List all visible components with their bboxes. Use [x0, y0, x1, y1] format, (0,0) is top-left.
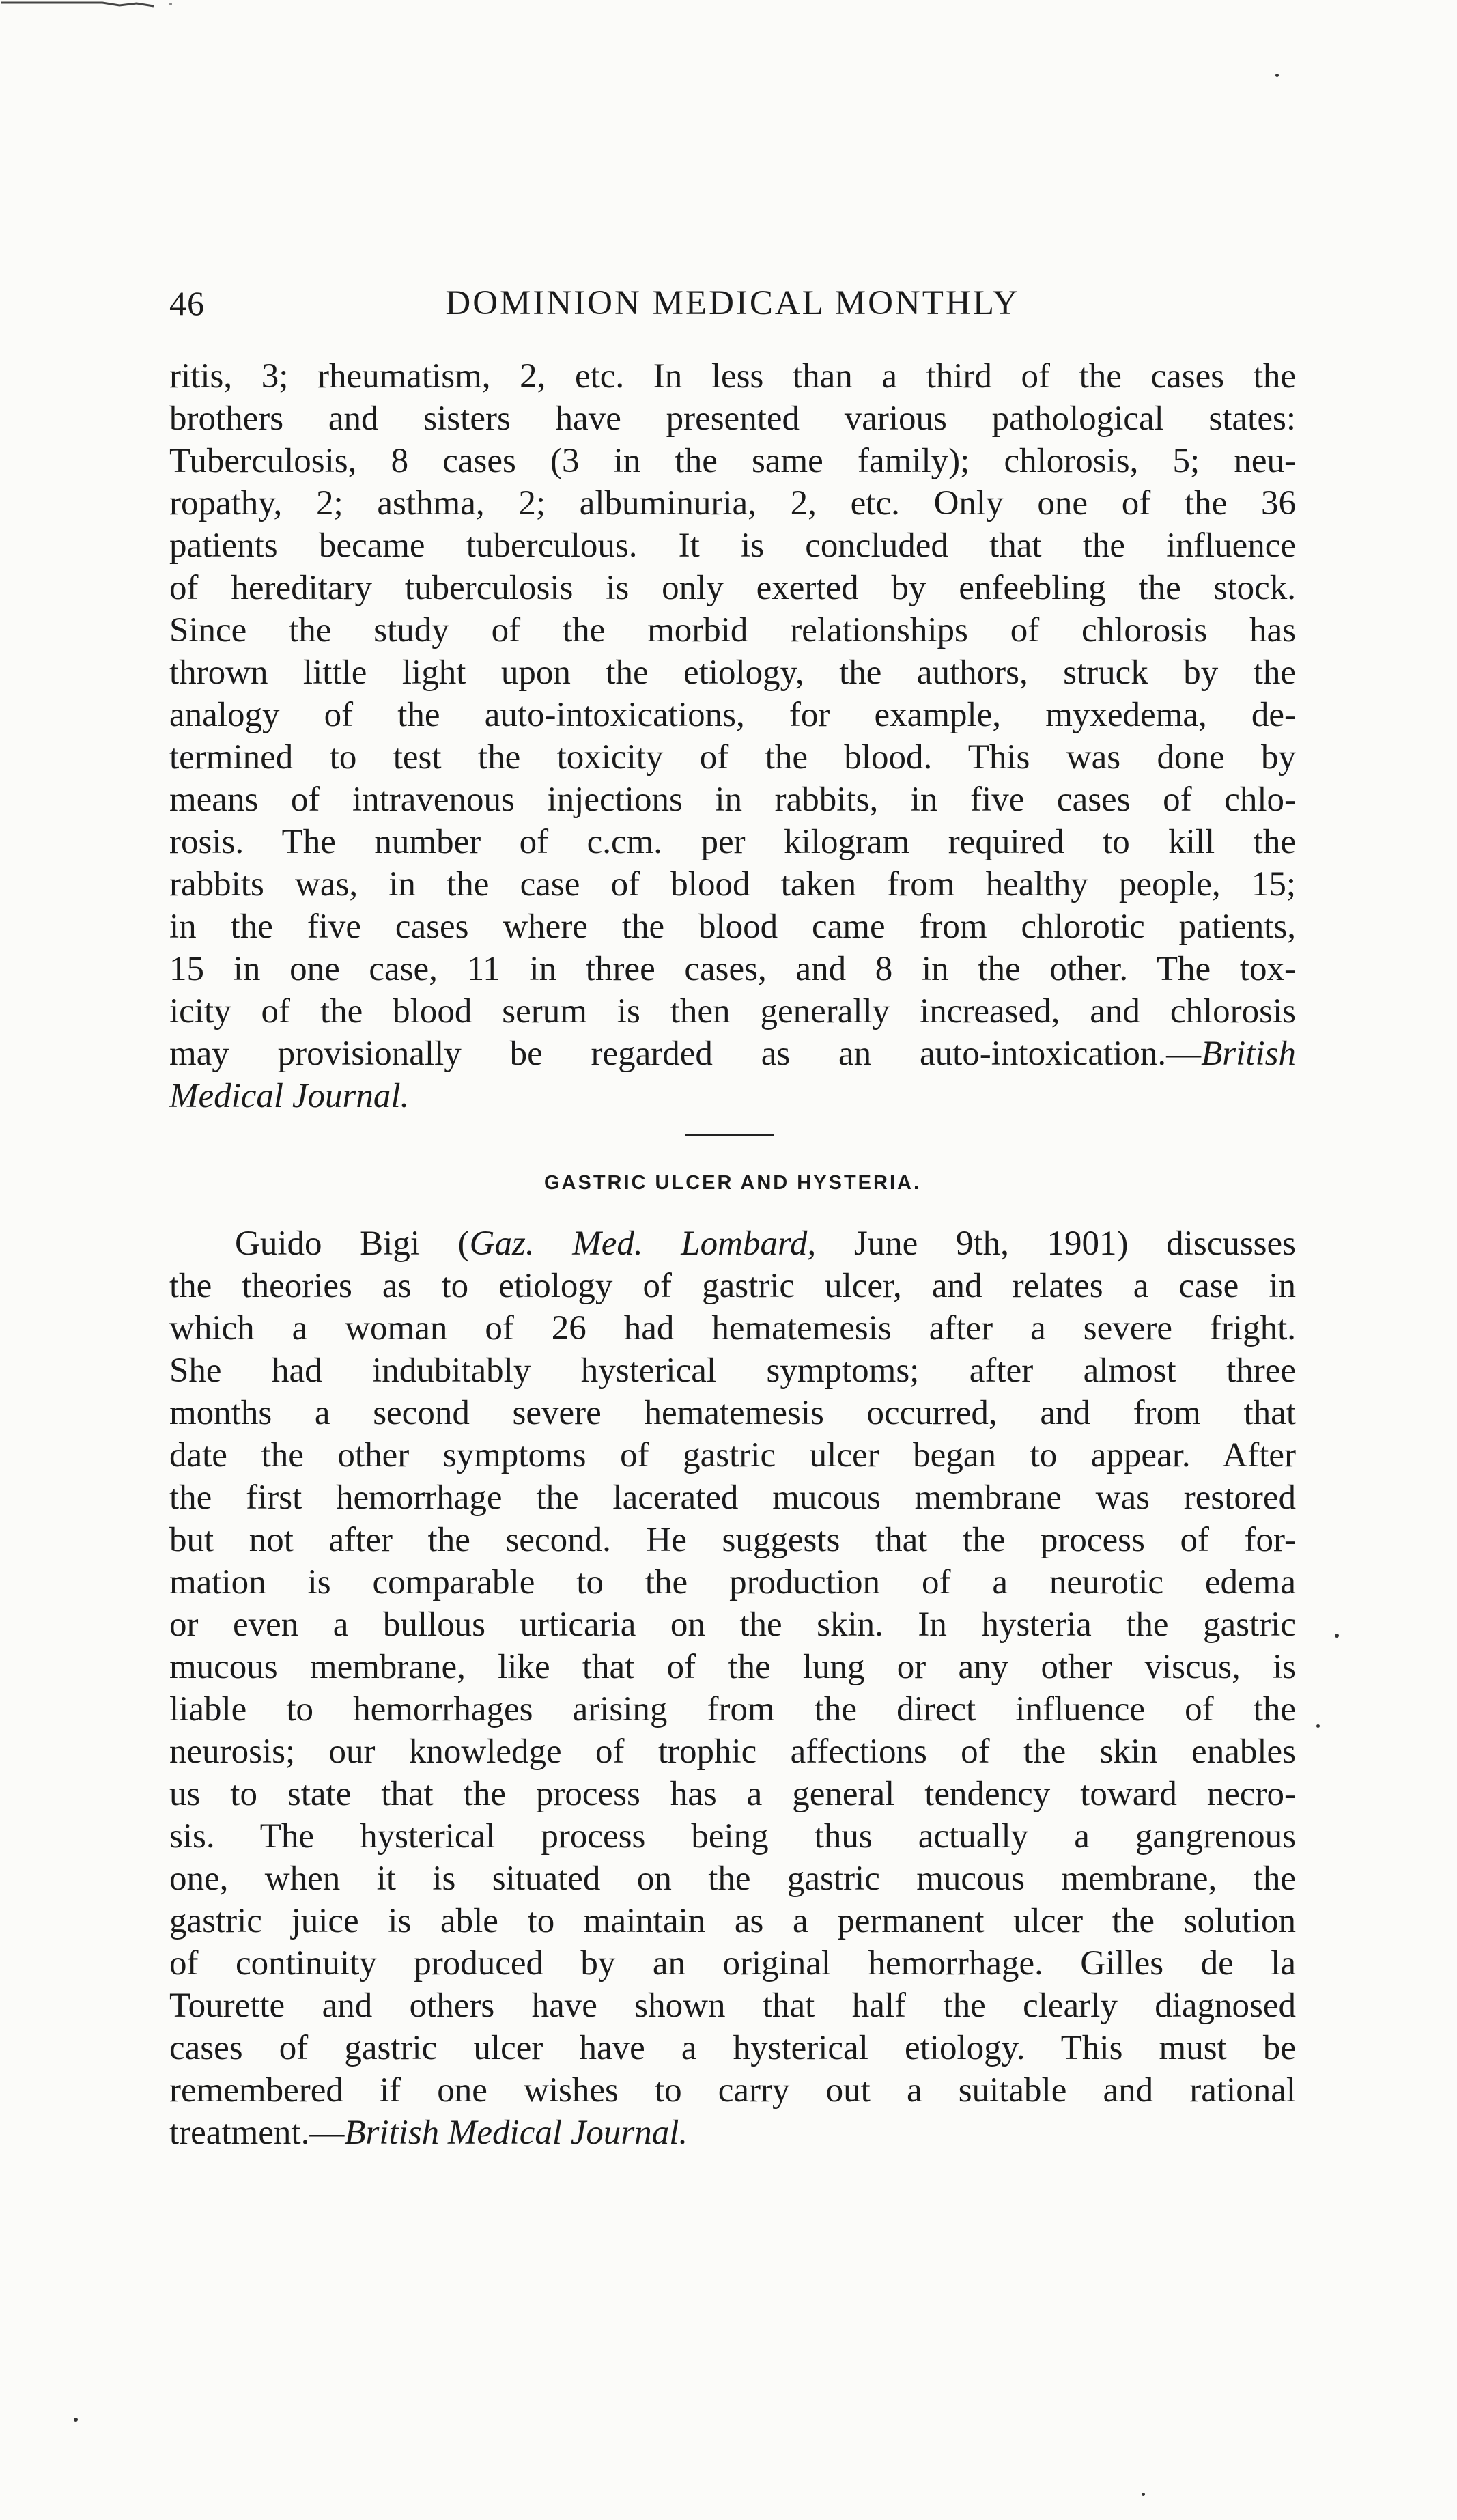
text-line: thrown little light upon the etiology, the authors, struck by the — [169, 654, 1296, 692]
text-line: analogy of the auto-intoxications, for example, myxedema, de- — [169, 696, 1296, 734]
text-line: cases of gastric ulcer have a hysterical etiology. This must be — [169, 2029, 1296, 2067]
text-line-start: Guido Bigi ( — [235, 1224, 470, 1263]
citation: British — [1201, 1035, 1296, 1073]
text-line: neurosis; our knowledge of trophic affections of the skin enables — [169, 1733, 1296, 1771]
text-line: one, when it is situated on the gastric mucous membrane, the — [169, 1860, 1296, 1898]
text-line: of continuity produced by an original hemorrhage. Gilles de la — [169, 1944, 1296, 1983]
text-line: the theories as to etiology of gastric ulcer, and relates a case in — [169, 1267, 1296, 1305]
text-line: icity of the blood serum is then generally increased, and chlorosis — [169, 992, 1296, 1031]
text-line: months a second severe hematemesis occurred, and from that — [169, 1394, 1296, 1432]
text-line: ropathy, 2; asthma, 2; albuminuria, 2, etc. Only one of the 36 — [169, 484, 1296, 522]
continued-paragraph — [169, 355, 1296, 1117]
text-line: liable to hemorrhages arising from the direct influence of the — [169, 1690, 1296, 1728]
section-heading: GASTRIC ULCER AND HYSTERIA. — [544, 1172, 921, 1194]
text-line-start: treatment.— — [169, 2114, 345, 2152]
text-line: Tuberculosis, 8 cases (3 in the same family); chlorosis, 5; neu- — [169, 442, 1296, 480]
text-line: mation is comparable to the production of a neurotic edema — [169, 1563, 1296, 1601]
text-line: termined to test the toxicity of the blood. This was done by — [169, 738, 1296, 776]
text-line: but not after the second. He suggests that the process of for- — [169, 1521, 1296, 1559]
text-line: means of intravenous injections in rabbits, in five cases of chlo- — [169, 781, 1296, 819]
citation: Medical Journal. — [169, 1077, 410, 1115]
text-line — [169, 1075, 1296, 1117]
text-line: patients became tuberculous. It is concluded that the influence — [169, 527, 1296, 565]
text-line — [169, 1222, 1296, 1265]
text-line-body: may provisionally be regarded as an auto-intoxication.— — [169, 1035, 1202, 1073]
scan-speck — [74, 2418, 78, 2422]
scan-speck — [1316, 1724, 1320, 1728]
section-divider — [685, 1134, 774, 1136]
page-header — [169, 283, 1296, 331]
text-line: of hereditary tuberculosis is only exerted by enfeebling the stock. — [169, 569, 1296, 607]
page-number: 46 — [169, 284, 205, 322]
text-line: sis. The hysterical process being thus actually a gangrenous — [169, 1817, 1296, 1856]
text-line: brothers and sisters have presented various pathological states: — [169, 400, 1296, 438]
text-line: date the other symptoms of gastric ulcer began to appear. After — [169, 1436, 1296, 1474]
text-line: remembered if one wishes to carry out a suitable and rational — [169, 2071, 1296, 2110]
text-line: mucous membrane, like that of the lung or any other viscus, is — [169, 1648, 1296, 1686]
text-line: She had indubitably hysterical symptoms; after almost three — [169, 1352, 1296, 1390]
text-line — [169, 1033, 1296, 1075]
text-line: gastric juice is able to maintain as a permanent ulcer the solution — [169, 1902, 1296, 1940]
text-line: in the five cases where the blood came from chlorotic patients, — [169, 908, 1296, 946]
source-citation: Gaz. Med. Lombard, — [469, 1224, 817, 1263]
text-line: us to state that the process has a general tendency toward necro- — [169, 1775, 1296, 1813]
running-title: DOMINION MEDICAL MONTHLY — [445, 284, 1020, 322]
scan-speck — [1335, 1634, 1339, 1638]
text-line: 15 in one case, 11 in three cases, and 8 in the other. The tox- — [169, 950, 1296, 988]
text-line: rabbits was, in the case of blood taken from healthy people, 15; — [169, 865, 1296, 904]
text-line: Since the study of the morbid relationships of chlorosis has — [169, 611, 1296, 649]
text-line: or even a bullous urticaria on the skin. In hysteria the gastric — [169, 1606, 1296, 1644]
scan-speck — [1275, 74, 1279, 77]
scan-artifact-mark — [0, 0, 184, 10]
article-paragraph — [169, 1222, 1296, 2154]
text-line — [169, 2112, 1296, 2154]
text-line: which a woman of 26 had hematemesis after a severe fright. — [169, 1309, 1296, 1347]
text-line: rosis. The number of c.cm. per kilogram required to kill the — [169, 823, 1296, 861]
scan-speck — [1142, 2493, 1145, 2496]
citation: British Medical Journal. — [344, 2114, 688, 2152]
text-line: the first hemorrhage the lacerated mucous membrane was restored — [169, 1479, 1296, 1517]
text-line: Tourette and others have shown that half the clearly diagnosed — [169, 1987, 1296, 2025]
text-line-end: June 9th, 1901) discusses — [816, 1224, 1297, 1263]
text-line: ritis, 3; rheumatism, 2, etc. In less than a third of the cases the — [169, 357, 1296, 395]
